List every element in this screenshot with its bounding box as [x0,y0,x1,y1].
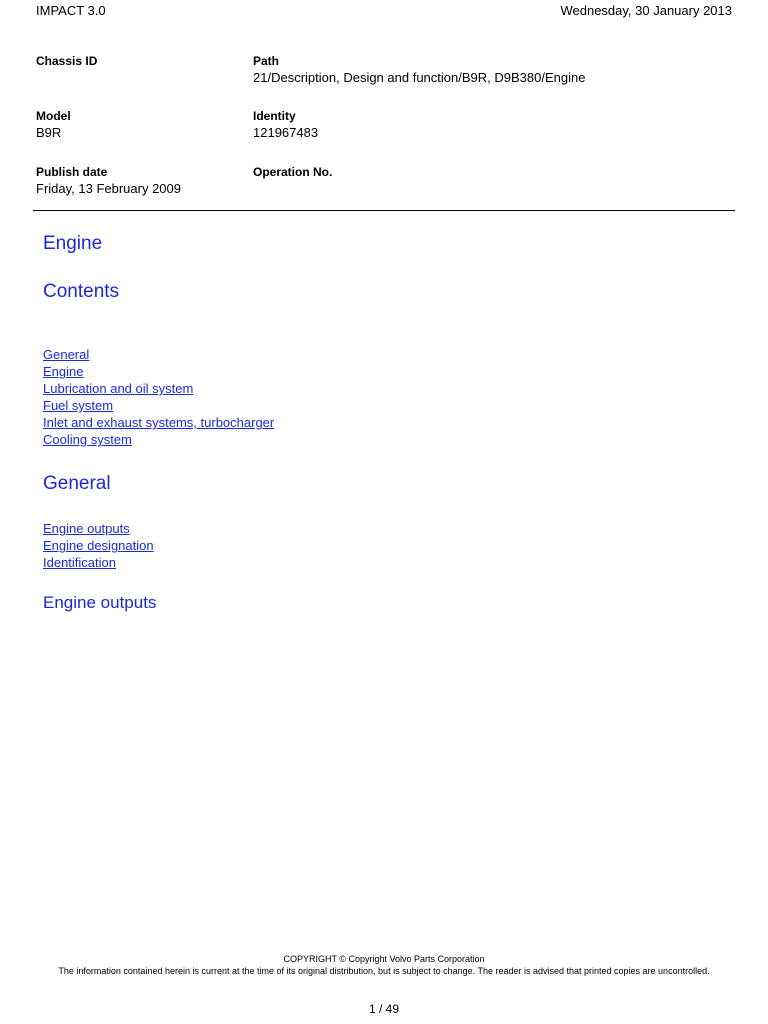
list-item [43,520,154,537]
list-item [43,554,154,571]
path-label: Path [253,54,280,68]
general-list [43,520,154,571]
list-item [43,397,274,414]
toc-link-inlet-exhaust[interactable]: Inlet and exhaust systems, turbocharger [43,415,275,430]
general-heading: General [43,473,111,494]
identity-label: Identity [253,109,296,123]
list-item [43,537,154,554]
list-item [43,363,274,380]
general-link-identification[interactable]: Identification [43,555,116,570]
app-title: IMPACT 3.0 [36,3,106,18]
print-date: Wednesday, 30 January 2013 [560,3,732,18]
list-item [43,380,274,397]
contents-heading: Contents [43,281,120,302]
list-item [43,346,274,363]
publish-date-label: Publish date [36,165,108,179]
contents-list [43,346,274,448]
document-title: Engine [43,233,103,254]
footer-copyright: COPYRIGHT © Copyright Volvo Parts Corporation [283,954,485,964]
model-label: Model [36,109,71,123]
model-value: B9R [36,125,62,140]
general-link-engine-designation[interactable]: Engine designation [43,538,154,553]
toc-link-cooling-system[interactable]: Cooling system [43,432,132,447]
publish-date-value: Friday, 13 February 2009 [36,181,181,196]
path-value: 21/Description, Design and function/B9R, D9B380/Engine [253,70,586,85]
engine-outputs-heading: Engine outputs [43,593,157,612]
footer-disclaimer: The information contained herein is current at the time of its original distribution, but is subject to change. The reader is advised that printed copies are uncontrolled. [58,966,710,976]
identity-value: 121967483 [253,125,319,140]
toc-link-engine[interactable]: Engine [43,364,84,379]
list-item [43,431,274,448]
toc-link-fuel-system[interactable]: Fuel system [43,398,114,413]
general-link-engine-outputs[interactable]: Engine outputs [43,521,130,536]
chassis-id-label: Chassis ID [36,54,98,68]
page-number: 1 / 49 [368,1002,400,1016]
header-divider [33,210,735,211]
toc-link-lubrication[interactable]: Lubrication and oil system [43,381,194,396]
toc-link-general[interactable]: General [43,347,90,362]
operation-no-label: Operation No. [253,165,333,179]
list-item [43,414,274,431]
